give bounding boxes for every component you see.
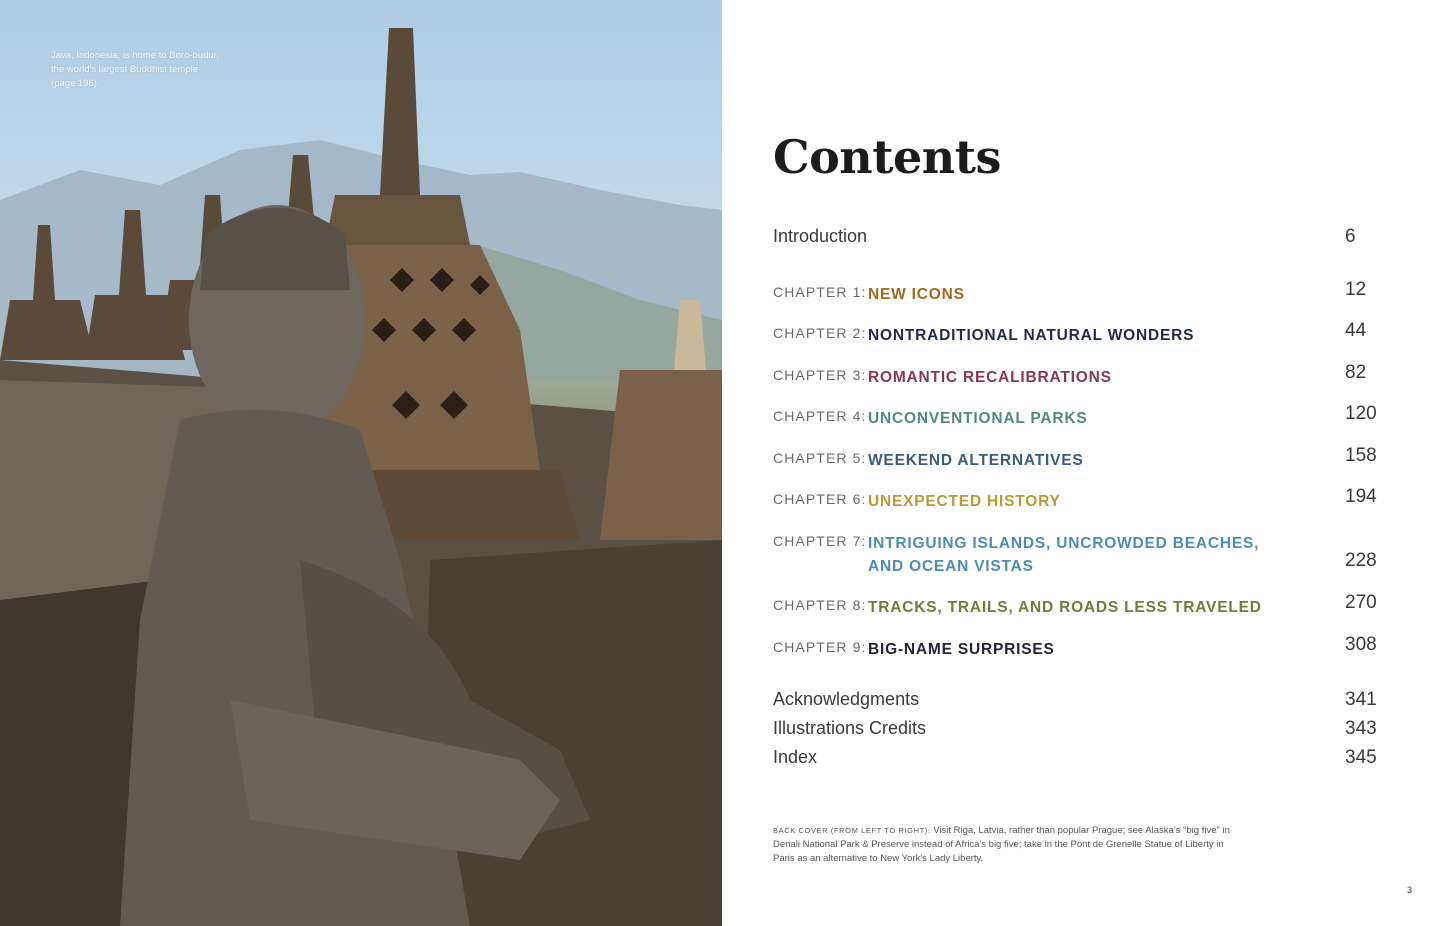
toc-page-number: 194 (1345, 486, 1377, 507)
toc-page-number: 345 (1345, 747, 1377, 768)
chapter-prefix: CHAPTER 8: (773, 597, 867, 613)
chapter-title: TRACKS, TRAILS, AND ROADS LESS TRAVELED (868, 599, 1262, 616)
back-cover-note (773, 824, 1243, 866)
toc-label: Acknowledgments (773, 689, 920, 709)
toc-page-number: 308 (1345, 634, 1377, 655)
back-cover-text: Visit Riga, Latvia, rather than popular Prague; see Alaska's "big five" in Denali National Park & Preserve instead of Africa's big five; take in the Pont de Grenelle Statue of Liberty in Paris as an alternative to New York's Lady Liberty. (773, 825, 1230, 864)
chapter-title: NONTRADITIONAL NATURAL WONDERS (868, 327, 1195, 344)
borobudur-illustration (0, 0, 722, 926)
chapter-title: UNEXPECTED HISTORY (868, 493, 1061, 510)
toc-page-number: 12 (1345, 279, 1367, 300)
toc-page-number: 158 (1345, 445, 1377, 466)
chapter-prefix: CHAPTER 6: (773, 491, 867, 507)
chapter-prefix: CHAPTER 1: (773, 284, 867, 300)
chapter-prefix: CHAPTER 5: (773, 450, 867, 466)
toc-page-number: 228 (1345, 550, 1377, 571)
chapter-title: INTRIGUING ISLANDS, UNCROWDED BEACHES, AND OCEAN VISTAS (868, 535, 1260, 575)
chapter-title: BIG-NAME SURPRISES (868, 641, 1055, 658)
chapter-title: UNCONVENTIONAL PARKS (868, 410, 1088, 427)
chapter-title: WEEKEND ALTERNATIVES (868, 452, 1084, 469)
toc-page-number: 270 (1345, 592, 1377, 613)
back-cover-lead: BACK COVER (FROM LEFT TO RIGHT): (773, 826, 931, 835)
chapter-prefix: CHAPTER 3: (773, 367, 867, 383)
photo-caption: Java, Indonesia, is home to Boro-budur, the world's largest Buddhist temple (page 196). (51, 50, 219, 89)
chapter-prefix: CHAPTER 4: (773, 408, 867, 424)
chapter-title: ROMANTIC RECALIBRATIONS (868, 369, 1112, 386)
toc-page-number: 82 (1345, 362, 1367, 383)
toc-label: Index (773, 747, 818, 767)
toc-page-number: 341 (1345, 689, 1377, 710)
page-title: Contents (773, 130, 1001, 184)
toc-page-number: 44 (1345, 320, 1367, 341)
chapter-title: NEW ICONS (868, 286, 965, 303)
toc-page-number: 120 (1345, 403, 1377, 424)
toc-label: Illustrations Credits (773, 718, 927, 738)
chapter-prefix: CHAPTER 2: (773, 325, 867, 341)
chapter-prefix: CHAPTER 9: (773, 639, 867, 655)
borobudur-photo (0, 0, 722, 926)
toc-label: Introduction (773, 226, 868, 246)
chapter-prefix: CHAPTER 7: (773, 533, 867, 549)
toc-page-number: 343 (1345, 718, 1377, 739)
page-number-folio: 3 (1407, 885, 1413, 895)
toc-page-number: 6 (1345, 226, 1356, 247)
